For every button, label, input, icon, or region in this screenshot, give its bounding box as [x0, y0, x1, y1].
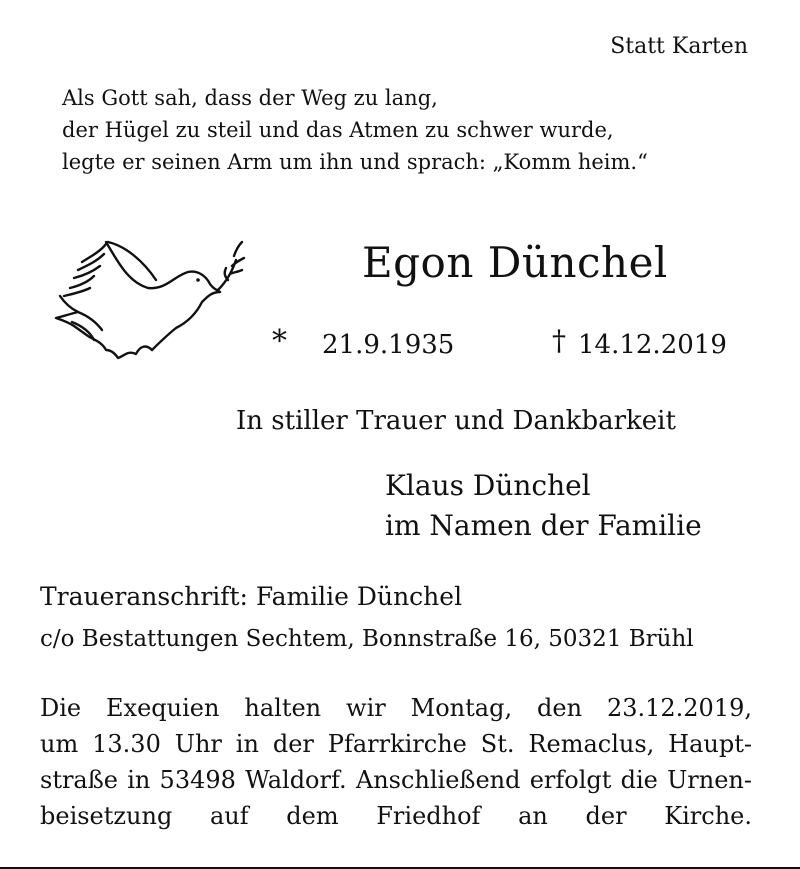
service-line: Die Exequien halten wir Montag, den 23.12.2019, — [40, 694, 752, 722]
poem-line: Als Gott sah, dass der Weg zu lang, — [62, 86, 438, 110]
deceased-name: Egon Dünchel — [362, 238, 668, 287]
death-symbol: † — [552, 324, 566, 357]
poem-line: legte er seinen Arm um ihn und sprach: „Komm heim.“ — [62, 150, 648, 174]
poem — [62, 82, 648, 178]
signatory — [385, 466, 702, 546]
birth-symbol: * — [272, 324, 287, 359]
poem-line: der Hügel zu steil und das Atmen zu schwer wurde, — [62, 118, 614, 142]
header-note: Statt Karten — [610, 34, 748, 59]
service-line: straße in 53498 Waldorf. Anschließend erfolgt die Urnen- — [40, 766, 752, 794]
service-info — [40, 690, 752, 834]
service-line: beisetzung auf dem Friedhof an der Kirche. — [40, 802, 752, 830]
mourning-line: In stiller Trauer und Dankbarkeit — [236, 406, 676, 436]
birth-date: 21.9.1935 — [322, 330, 455, 360]
death-date: 14.12.2019 — [578, 330, 727, 360]
address-title: Traueranschrift: Familie Dünchel — [40, 582, 463, 611]
service-line: um 13.30 Uhr in der Pfarrkirche St. Remaclus, Haupt- — [40, 730, 752, 758]
dove-with-olive-branch-icon — [48, 232, 248, 372]
address-line: c/o Bestattungen Sechtem, Bonnstraße 16, 50321 Brühl — [40, 626, 694, 652]
signatory-name: Klaus Dünchel — [385, 469, 591, 502]
signatory-role: im Namen der Familie — [385, 509, 702, 542]
